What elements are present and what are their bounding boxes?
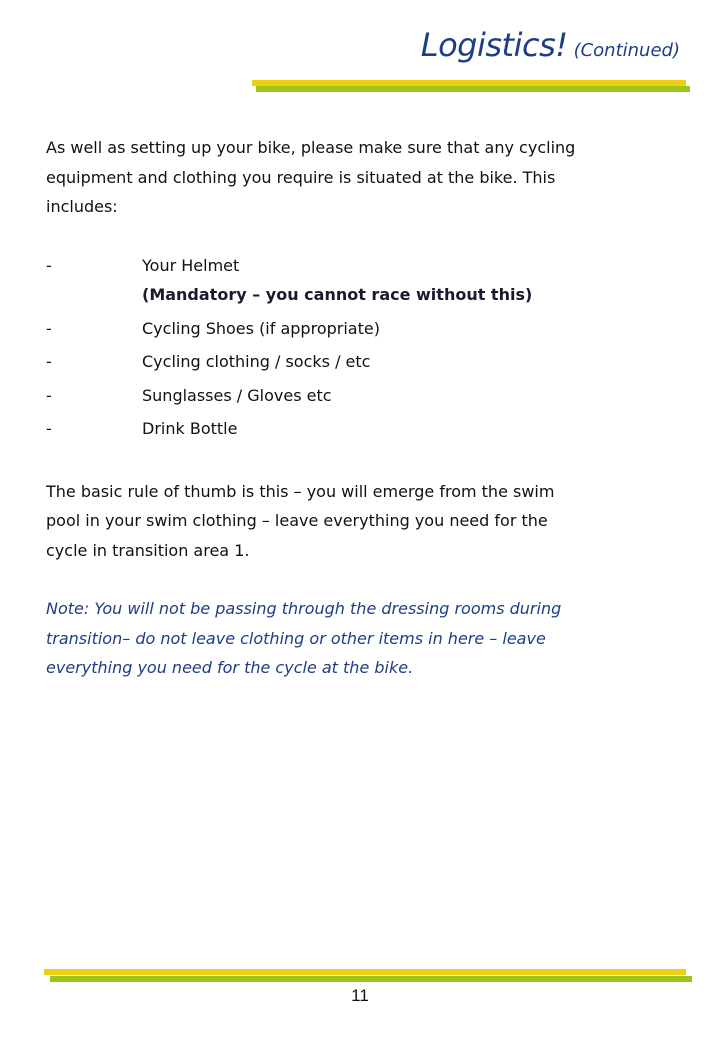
list-item-bottle [46, 414, 586, 444]
spacer [46, 222, 586, 251]
page-title-main: Logistics! [420, 26, 568, 64]
list-item-label: Your Helmet [142, 255, 240, 275]
list-item-label: Cycling Shoes (if appropriate) [142, 318, 380, 338]
list-dash: - [46, 318, 52, 338]
list-dash: - [46, 352, 52, 371]
header-rule-green [256, 86, 690, 92]
page-body [46, 133, 586, 683]
list-item-sunglasses [46, 381, 586, 411]
list-dash: - [46, 385, 52, 405]
spacer [46, 448, 586, 477]
page-number: 11 [351, 986, 369, 1005]
list-dash: - [46, 419, 52, 438]
page-title [421, 26, 680, 64]
rule-of-thumb-paragraph: The basic rule of thumb is this – you will emerge from the swim pool in your swim clothing – leave everything you need for the cycle in transition area 1. [46, 481, 555, 560]
list-item-label: Sunglasses / Gloves etc [142, 385, 332, 405]
list-item-label: Drink Bottle [142, 419, 238, 438]
list-item-label: Cycling clothing / socks / etc [142, 352, 371, 371]
list-item-shoes [46, 314, 586, 344]
footer-rule-yellow [44, 969, 686, 975]
list-dash: - [46, 255, 52, 275]
list-item-helmet [46, 251, 586, 310]
intro-paragraph: As well as setting up your bike, please make sure that any cycling equipment and clothing you require is situated at the bike. This includes: [46, 138, 576, 216]
note-paragraph: Note: You will not be passing through the dressing rooms during transition– do not leave clothing or other items in here – leave everything you need for the cycle at the bike. [46, 599, 562, 677]
spacer [46, 565, 586, 594]
page-title-subtitle: (Continued) [573, 40, 680, 61]
list-item-clothing [46, 347, 586, 377]
equipment-list [46, 251, 586, 444]
footer-rule-green [50, 976, 692, 982]
mandatory-note: (Mandatory – you cannot race without this) [142, 285, 533, 304]
